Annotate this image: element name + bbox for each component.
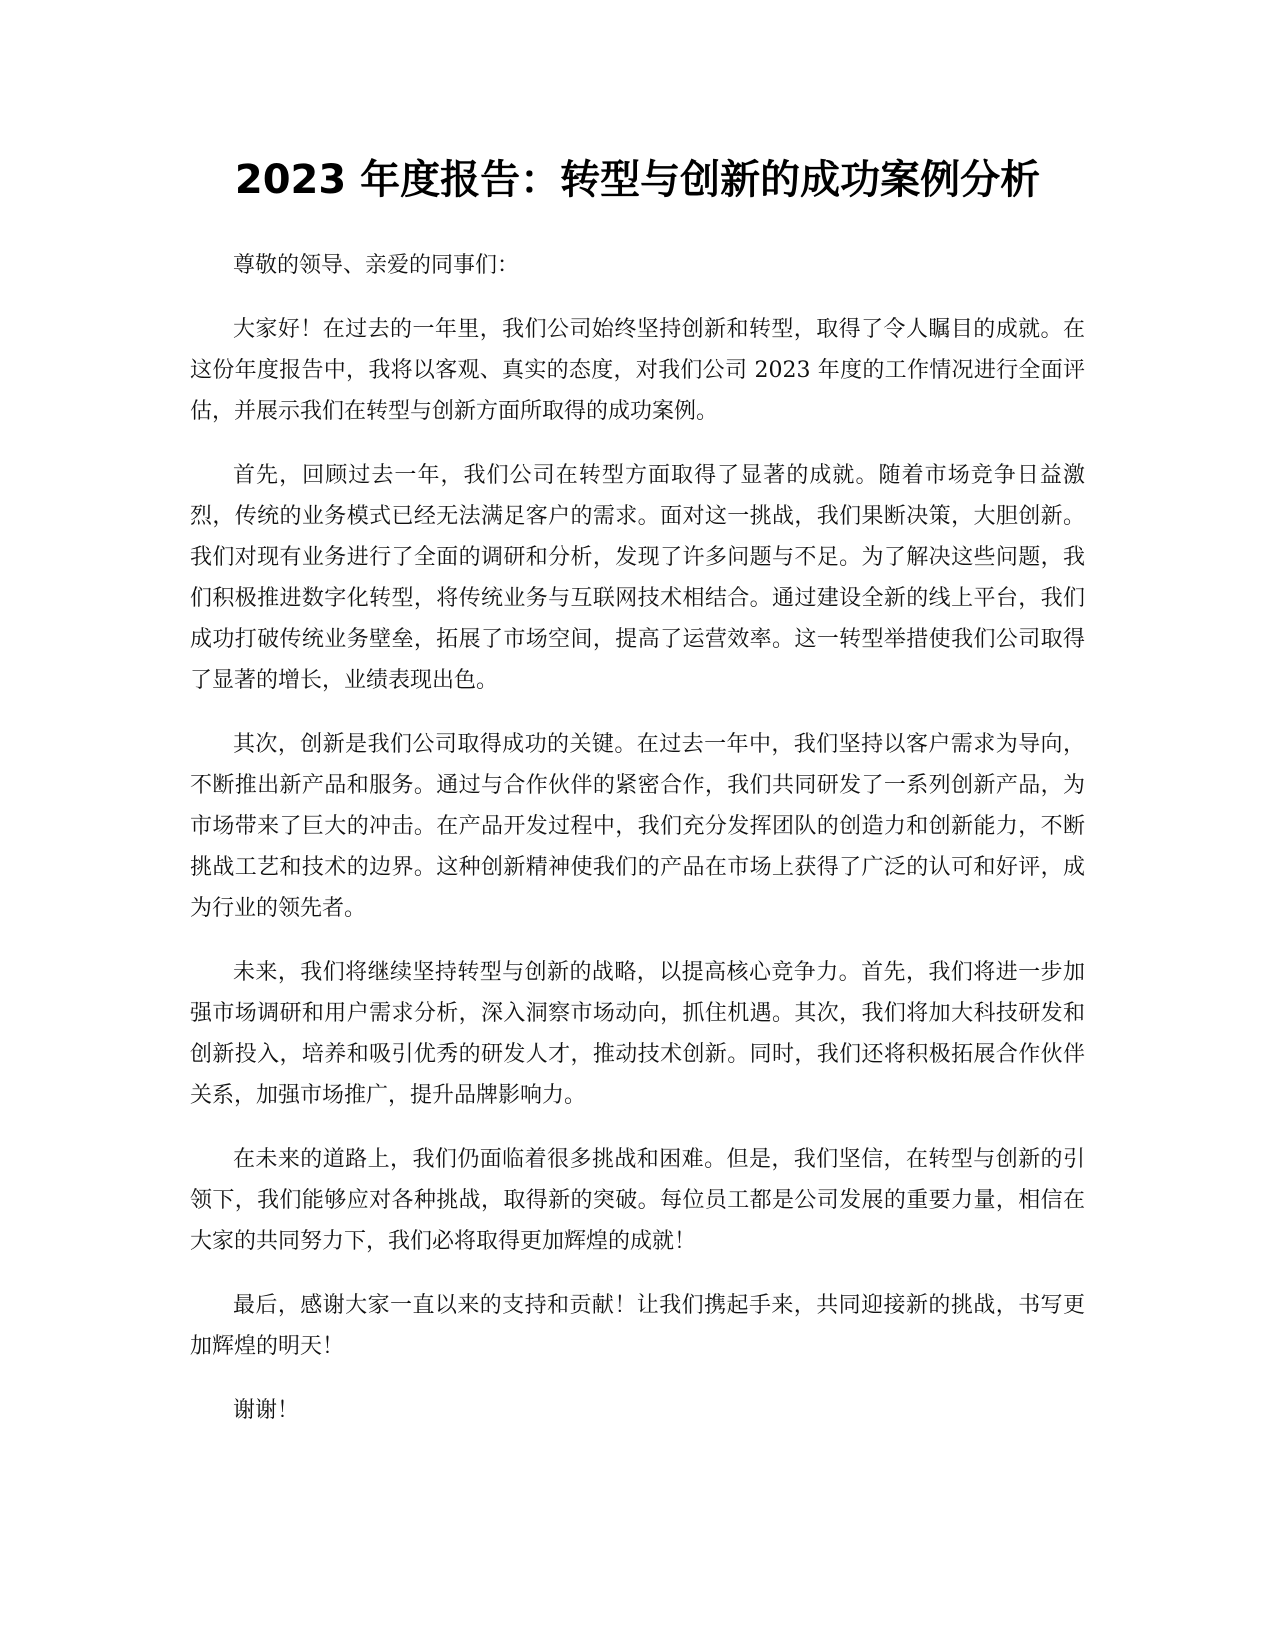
paragraph-innovation: 其次，创新是我们公司取得成功的关键。在过去一年中，我们坚持以客户需求为导向，不断推出新产品和服务。通过与合作伙伴的紧密合作，我们共同研发了一系列创新产品，为市场带来了巨大的冲击。在产品开发过程中，我们充分发挥团队的创造力和创新能力，不断挑战工艺和技术的边界。这种创新精神使我们的产品在市场上获得了广泛的认可和好评，成为行业的领先者。	[190, 732, 1085, 921]
paragraph-thanks: 最后，感谢大家一直以来的支持和贡献！让我们携起手来，共同迎接新的挑战，书写更加辉煌的明天！	[190, 1293, 1085, 1359]
paragraph-salutation: 尊敬的领导、亲爱的同事们：	[233, 253, 520, 278]
document-title: 2023 年度报告：转型与创新的成功案例分析	[234, 157, 1041, 203]
paragraph-transformation: 首先，回顾过去一年，我们公司在转型方面取得了显著的成就。随着市场竞争日益激烈，传统的业务模式已经无法满足客户的需求。面对这一挑战，我们果断决策，大胆创新。我们对现有业务进行了全面的调研和分析，发现了许多问题与不足。为了解决这些问题，我们积极推进数字化转型，将传统业务与互联网技术相结合。通过建设全新的线上平台，我们成功打破传统业务壁垒，拓展了市场空间，提高了运营效率。这一转型举措使我们公司取得了显著的增长，业绩表现出色。	[190, 463, 1085, 693]
paragraph-closing: 谢谢！	[233, 1398, 300, 1423]
paragraph-intro: 大家好！在过去的一年里，我们公司始终坚持创新和转型，取得了令人瞩目的成就。在这份年度报告中，我将以客观、真实的态度，对我们公司 2023 年度的工作情况进行全面评估，并展示我们在转型与创新方面所取得的成功案例。	[190, 317, 1085, 424]
document-body	[190, 245, 1085, 1454]
paragraph-future-plan: 未来，我们将继续坚持转型与创新的战略，以提高核心竞争力。首先，我们将进一步加强市场调研和用户需求分析，深入洞察市场动向，抓住机遇。其次，我们将加大科技研发和创新投入，培养和吸引优秀的研发人才，推动技术创新。同时，我们还将积极拓展合作伙伴关系，加强市场推广，提升品牌影响力。	[190, 960, 1085, 1108]
paragraph-challenges: 在未来的道路上，我们仍面临着很多挑战和困难。但是，我们坚信，在转型与创新的引领下，我们能够应对各种挑战，取得新的突破。每位员工都是公司发展的重要力量，相信在大家的共同努力下，我们必将取得更加辉煌的成就！	[190, 1147, 1085, 1254]
